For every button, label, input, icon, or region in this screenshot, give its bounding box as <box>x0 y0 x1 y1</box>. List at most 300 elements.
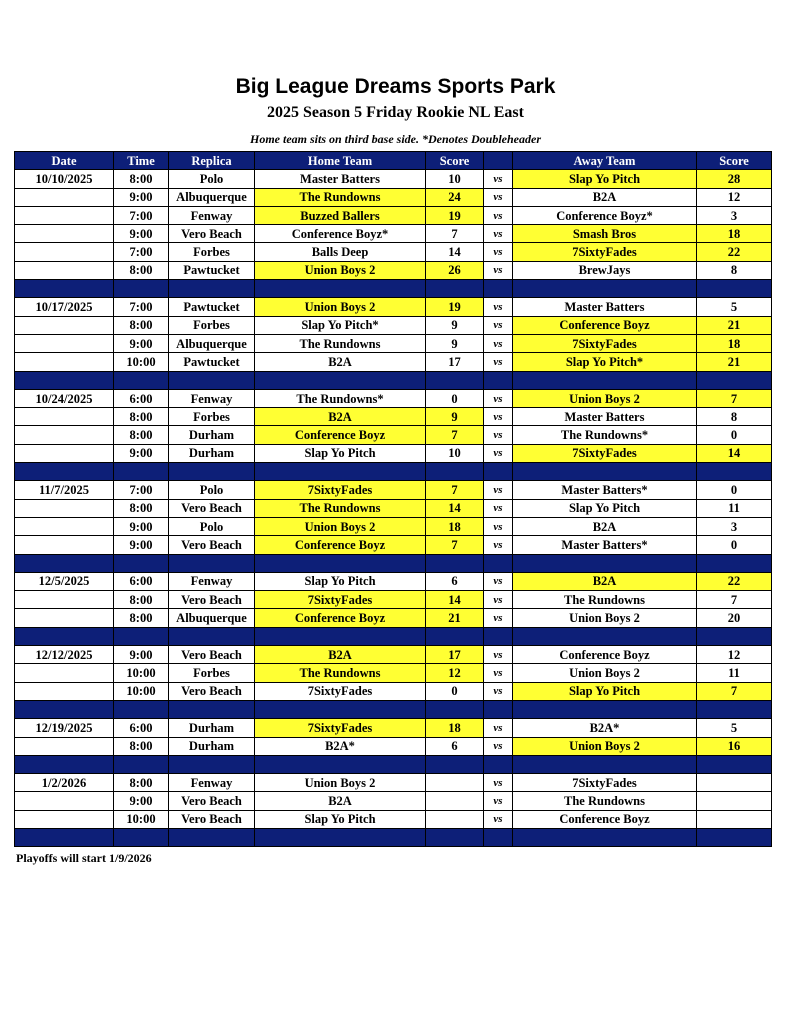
col-header-time: Time <box>114 152 169 170</box>
separator-cell <box>484 371 513 389</box>
time-cell: 9:00 <box>114 517 169 535</box>
time-cell: 8:00 <box>114 426 169 444</box>
home-score-cell: 19 <box>426 298 484 316</box>
away-team-cell: 7SixtyFades <box>513 444 697 462</box>
replica-cell: Polo <box>169 481 255 499</box>
home-team-cell: Conference Boyz <box>255 609 426 627</box>
vs-cell: vs <box>484 188 513 206</box>
separator-cell <box>513 828 697 846</box>
separator-cell <box>426 828 484 846</box>
home-team-cell: Conference Boyz* <box>255 225 426 243</box>
separator-cell <box>426 700 484 718</box>
page-subtitle: 2025 Season 5 Friday Rookie NL East <box>267 104 524 121</box>
date-cell: 10/17/2025 <box>15 298 114 316</box>
week-separator-row <box>15 280 772 298</box>
date-cell <box>15 536 114 554</box>
separator-cell <box>484 554 513 572</box>
away-score-cell: 12 <box>697 646 772 664</box>
separator-cell <box>169 627 255 645</box>
vs-cell: vs <box>484 572 513 590</box>
separator-cell <box>426 554 484 572</box>
time-cell: 9:00 <box>114 792 169 810</box>
away-team-cell: Conference Boyz* <box>513 206 697 224</box>
home-score-cell: 24 <box>426 188 484 206</box>
week-separator-row <box>15 700 772 718</box>
replica-cell: Pawtucket <box>169 261 255 279</box>
time-cell: 9:00 <box>114 225 169 243</box>
time-cell: 8:00 <box>114 170 169 188</box>
replica-cell: Vero Beach <box>169 682 255 700</box>
away-score-cell: 0 <box>697 536 772 554</box>
home-score-cell: 0 <box>426 389 484 407</box>
time-cell: 8:00 <box>114 774 169 792</box>
away-team-cell: 7SixtyFades <box>513 334 697 352</box>
home-team-cell: The Rundowns* <box>255 389 426 407</box>
time-cell: 8:00 <box>114 591 169 609</box>
time-cell: 10:00 <box>114 664 169 682</box>
home-score-cell: 17 <box>426 646 484 664</box>
separator-cell <box>697 755 772 773</box>
away-team-cell: Union Boys 2 <box>513 737 697 755</box>
home-team-cell: Union Boys 2 <box>255 298 426 316</box>
home-team-cell: Union Boys 2 <box>255 261 426 279</box>
vs-cell: vs <box>484 408 513 426</box>
time-cell: 7:00 <box>114 206 169 224</box>
separator-cell <box>114 554 169 572</box>
replica-cell: Durham <box>169 719 255 737</box>
table-row <box>15 499 772 517</box>
separator-cell <box>15 627 114 645</box>
table-row <box>15 774 772 792</box>
vs-cell: vs <box>484 792 513 810</box>
away-score-cell: 8 <box>697 261 772 279</box>
vs-cell: vs <box>484 261 513 279</box>
time-cell: 7:00 <box>114 298 169 316</box>
home-team-cell: Union Boys 2 <box>255 517 426 535</box>
vs-cell: vs <box>484 737 513 755</box>
away-score-cell <box>697 774 772 792</box>
week-separator-row <box>15 627 772 645</box>
separator-cell <box>255 554 426 572</box>
time-cell: 7:00 <box>114 243 169 261</box>
date-cell <box>15 664 114 682</box>
vs-cell: vs <box>484 664 513 682</box>
away-team-cell: Conference Boyz <box>513 316 697 334</box>
vs-cell: vs <box>484 206 513 224</box>
vs-cell: vs <box>484 646 513 664</box>
away-team-cell: The Rundowns <box>513 792 697 810</box>
home-score-cell: 18 <box>426 719 484 737</box>
separator-cell <box>114 700 169 718</box>
time-cell: 6:00 <box>114 389 169 407</box>
week-separator-row <box>15 554 772 572</box>
separator-cell <box>114 828 169 846</box>
separator-cell <box>15 700 114 718</box>
table-row <box>15 206 772 224</box>
away-team-cell: Slap Yo Pitch <box>513 682 697 700</box>
separator-cell <box>697 828 772 846</box>
away-score-cell: 28 <box>697 170 772 188</box>
table-row <box>15 225 772 243</box>
table-row <box>15 609 772 627</box>
time-cell: 9:00 <box>114 444 169 462</box>
home-score-cell: 7 <box>426 225 484 243</box>
table-row <box>15 444 772 462</box>
date-cell <box>15 225 114 243</box>
separator-cell <box>169 463 255 481</box>
table-row <box>15 316 772 334</box>
away-team-cell: B2A <box>513 517 697 535</box>
table-row <box>15 298 772 316</box>
vs-cell: vs <box>484 298 513 316</box>
schedule-body <box>15 170 772 847</box>
replica-cell: Durham <box>169 444 255 462</box>
away-score-cell: 16 <box>697 737 772 755</box>
away-score-cell: 8 <box>697 408 772 426</box>
vs-cell: vs <box>484 591 513 609</box>
replica-cell: Vero Beach <box>169 792 255 810</box>
home-score-cell: 9 <box>426 316 484 334</box>
separator-cell <box>484 463 513 481</box>
separator-cell <box>513 463 697 481</box>
separator-cell <box>697 463 772 481</box>
separator-cell <box>255 700 426 718</box>
date-cell <box>15 792 114 810</box>
time-cell: 6:00 <box>114 719 169 737</box>
table-row <box>15 334 772 352</box>
table-row <box>15 536 772 554</box>
date-cell <box>15 188 114 206</box>
separator-cell <box>513 627 697 645</box>
separator-cell <box>513 554 697 572</box>
separator-cell <box>426 280 484 298</box>
separator-cell <box>484 828 513 846</box>
vs-cell: vs <box>484 810 513 828</box>
away-score-cell: 21 <box>697 353 772 371</box>
table-row <box>15 682 772 700</box>
replica-cell: Fenway <box>169 206 255 224</box>
time-cell: 8:00 <box>114 609 169 627</box>
home-score-cell: 21 <box>426 609 484 627</box>
home-score-cell: 14 <box>426 499 484 517</box>
separator-cell <box>114 463 169 481</box>
home-team-cell: B2A <box>255 408 426 426</box>
date-cell <box>15 243 114 261</box>
home-team-cell: Slap Yo Pitch <box>255 444 426 462</box>
table-row <box>15 792 772 810</box>
separator-cell <box>697 627 772 645</box>
vs-cell: vs <box>484 481 513 499</box>
replica-cell: Forbes <box>169 316 255 334</box>
separator-cell <box>169 554 255 572</box>
vs-cell: vs <box>484 517 513 535</box>
home-team-cell: Union Boys 2 <box>255 774 426 792</box>
replica-cell: Albuquerque <box>169 609 255 627</box>
vs-cell: vs <box>484 170 513 188</box>
date-cell <box>15 334 114 352</box>
away-team-cell: Slap Yo Pitch <box>513 170 697 188</box>
date-cell: 1/2/2026 <box>15 774 114 792</box>
home-score-cell: 6 <box>426 737 484 755</box>
away-score-cell: 18 <box>697 225 772 243</box>
vs-cell: vs <box>484 444 513 462</box>
separator-cell <box>484 627 513 645</box>
col-header-home-score: Score <box>426 152 484 170</box>
away-score-cell: 20 <box>697 609 772 627</box>
away-team-cell: Master Batters* <box>513 481 697 499</box>
away-team-cell: Conference Boyz <box>513 810 697 828</box>
separator-cell <box>426 627 484 645</box>
separator-cell <box>484 700 513 718</box>
home-score-cell: 9 <box>426 334 484 352</box>
table-row <box>15 426 772 444</box>
home-team-cell: The Rundowns <box>255 664 426 682</box>
home-team-cell: B2A <box>255 792 426 810</box>
table-row <box>15 261 772 279</box>
week-separator-row <box>15 828 772 846</box>
time-cell: 8:00 <box>114 316 169 334</box>
home-team-cell: B2A <box>255 646 426 664</box>
col-header-away-score: Score <box>697 152 772 170</box>
replica-cell: Vero Beach <box>169 536 255 554</box>
separator-cell <box>15 554 114 572</box>
header-row <box>15 152 772 170</box>
home-score-cell <box>426 810 484 828</box>
replica-cell: Pawtucket <box>169 298 255 316</box>
separator-cell <box>484 280 513 298</box>
away-team-cell: Slap Yo Pitch <box>513 499 697 517</box>
separator-cell <box>513 371 697 389</box>
home-score-cell: 18 <box>426 517 484 535</box>
vs-cell: vs <box>484 774 513 792</box>
playoffs-note: Playoffs will start 1/9/2026 <box>16 851 152 865</box>
week-separator-row <box>15 371 772 389</box>
table-row <box>15 389 772 407</box>
replica-cell: Fenway <box>169 389 255 407</box>
separator-cell <box>513 280 697 298</box>
separator-cell <box>697 554 772 572</box>
away-team-cell: Master Batters* <box>513 536 697 554</box>
separator-cell <box>169 371 255 389</box>
away-team-cell: Union Boys 2 <box>513 664 697 682</box>
separator-cell <box>426 755 484 773</box>
home-team-cell: Slap Yo Pitch* <box>255 316 426 334</box>
separator-cell <box>255 371 426 389</box>
replica-cell: Vero Beach <box>169 591 255 609</box>
separator-cell <box>114 755 169 773</box>
table-row <box>15 481 772 499</box>
away-score-cell: 18 <box>697 334 772 352</box>
home-team-cell: Conference Boyz <box>255 536 426 554</box>
page-title: Big League Dreams Sports Park <box>235 75 556 98</box>
separator-cell <box>484 755 513 773</box>
away-team-cell: 7SixtyFades <box>513 243 697 261</box>
away-score-cell: 0 <box>697 481 772 499</box>
time-cell: 10:00 <box>114 810 169 828</box>
separator-cell <box>697 700 772 718</box>
away-score-cell: 5 <box>697 719 772 737</box>
replica-cell: Forbes <box>169 408 255 426</box>
time-cell: 10:00 <box>114 353 169 371</box>
time-cell: 10:00 <box>114 682 169 700</box>
replica-cell: Vero Beach <box>169 646 255 664</box>
away-score-cell: 3 <box>697 206 772 224</box>
home-score-cell: 0 <box>426 682 484 700</box>
home-score-cell: 14 <box>426 243 484 261</box>
separator-cell <box>169 828 255 846</box>
separator-cell <box>15 280 114 298</box>
away-team-cell: The Rundowns <box>513 591 697 609</box>
table-row <box>15 664 772 682</box>
vs-cell: vs <box>484 426 513 444</box>
date-cell <box>15 353 114 371</box>
schedule-note: Home team sits on third base side. *Denotes Doubleheader <box>250 132 541 146</box>
separator-cell <box>697 371 772 389</box>
away-score-cell <box>697 792 772 810</box>
separator-cell <box>114 371 169 389</box>
away-team-cell: Slap Yo Pitch* <box>513 353 697 371</box>
home-team-cell: Balls Deep <box>255 243 426 261</box>
date-cell: 12/12/2025 <box>15 646 114 664</box>
date-cell: 10/24/2025 <box>15 389 114 407</box>
away-team-cell: B2A* <box>513 719 697 737</box>
time-cell: 8:00 <box>114 261 169 279</box>
date-cell: 10/10/2025 <box>15 170 114 188</box>
home-team-cell: The Rundowns <box>255 188 426 206</box>
date-cell <box>15 426 114 444</box>
separator-cell <box>426 463 484 481</box>
replica-cell: Pawtucket <box>169 353 255 371</box>
home-score-cell: 7 <box>426 426 484 444</box>
separator-cell <box>697 280 772 298</box>
away-score-cell: 11 <box>697 664 772 682</box>
away-score-cell: 5 <box>697 298 772 316</box>
table-row <box>15 517 772 535</box>
separator-cell <box>513 700 697 718</box>
away-team-cell: Conference Boyz <box>513 646 697 664</box>
date-cell <box>15 737 114 755</box>
date-cell: 12/19/2025 <box>15 719 114 737</box>
replica-cell: Albuquerque <box>169 188 255 206</box>
vs-cell: vs <box>484 682 513 700</box>
separator-cell <box>255 280 426 298</box>
away-team-cell: Master Batters <box>513 408 697 426</box>
home-score-cell: 26 <box>426 261 484 279</box>
vs-cell: vs <box>484 243 513 261</box>
time-cell: 7:00 <box>114 481 169 499</box>
away-team-cell: Smash Bros <box>513 225 697 243</box>
home-team-cell: 7SixtyFades <box>255 481 426 499</box>
time-cell: 8:00 <box>114 408 169 426</box>
vs-cell: vs <box>484 225 513 243</box>
separator-cell <box>169 700 255 718</box>
separator-cell <box>114 280 169 298</box>
table-row <box>15 572 772 590</box>
home-score-cell: 17 <box>426 353 484 371</box>
home-team-cell: 7SixtyFades <box>255 719 426 737</box>
replica-cell: Fenway <box>169 572 255 590</box>
home-score-cell: 9 <box>426 408 484 426</box>
table-row <box>15 353 772 371</box>
col-header-replica: Replica <box>169 152 255 170</box>
home-score-cell: 12 <box>426 664 484 682</box>
date-cell <box>15 261 114 279</box>
home-score-cell <box>426 774 484 792</box>
away-score-cell: 0 <box>697 426 772 444</box>
replica-cell: Vero Beach <box>169 225 255 243</box>
home-score-cell: 6 <box>426 572 484 590</box>
away-score-cell <box>697 810 772 828</box>
home-team-cell: Buzzed Ballers <box>255 206 426 224</box>
separator-cell <box>513 755 697 773</box>
col-header-away-team: Away Team <box>513 152 697 170</box>
away-score-cell: 22 <box>697 572 772 590</box>
time-cell: 8:00 <box>114 737 169 755</box>
table-row <box>15 243 772 261</box>
home-team-cell: Slap Yo Pitch <box>255 572 426 590</box>
table-row <box>15 188 772 206</box>
replica-cell: Vero Beach <box>169 499 255 517</box>
away-team-cell: The Rundowns* <box>513 426 697 444</box>
date-cell <box>15 316 114 334</box>
table-row <box>15 737 772 755</box>
vs-cell: vs <box>484 609 513 627</box>
table-row <box>15 719 772 737</box>
date-cell <box>15 517 114 535</box>
home-score-cell: 19 <box>426 206 484 224</box>
date-cell <box>15 206 114 224</box>
table-row <box>15 591 772 609</box>
time-cell: 9:00 <box>114 536 169 554</box>
away-team-cell: Union Boys 2 <box>513 389 697 407</box>
home-team-cell: Conference Boyz <box>255 426 426 444</box>
vs-cell: vs <box>484 353 513 371</box>
away-score-cell: 7 <box>697 389 772 407</box>
time-cell: 6:00 <box>114 572 169 590</box>
away-score-cell: 22 <box>697 243 772 261</box>
table-row <box>15 646 772 664</box>
date-cell: 11/7/2025 <box>15 481 114 499</box>
home-team-cell: B2A <box>255 353 426 371</box>
home-score-cell: 7 <box>426 481 484 499</box>
separator-cell <box>426 371 484 389</box>
replica-cell: Forbes <box>169 243 255 261</box>
home-team-cell: The Rundowns <box>255 334 426 352</box>
away-team-cell: B2A <box>513 572 697 590</box>
away-score-cell: 14 <box>697 444 772 462</box>
date-cell <box>15 682 114 700</box>
away-team-cell: Master Batters <box>513 298 697 316</box>
col-header-date: Date <box>15 152 114 170</box>
col-header-home-team: Home Team <box>255 152 426 170</box>
separator-cell <box>114 627 169 645</box>
replica-cell: Albuquerque <box>169 334 255 352</box>
date-cell <box>15 444 114 462</box>
home-team-cell: Slap Yo Pitch <box>255 810 426 828</box>
date-cell: 12/5/2025 <box>15 572 114 590</box>
replica-cell: Forbes <box>169 664 255 682</box>
away-score-cell: 7 <box>697 591 772 609</box>
date-cell <box>15 609 114 627</box>
table-row <box>15 408 772 426</box>
home-team-cell: 7SixtyFades <box>255 591 426 609</box>
replica-cell: Vero Beach <box>169 810 255 828</box>
time-cell: 9:00 <box>114 334 169 352</box>
replica-cell: Durham <box>169 737 255 755</box>
replica-cell: Fenway <box>169 774 255 792</box>
week-separator-row <box>15 463 772 481</box>
col-header-vs <box>484 152 513 170</box>
